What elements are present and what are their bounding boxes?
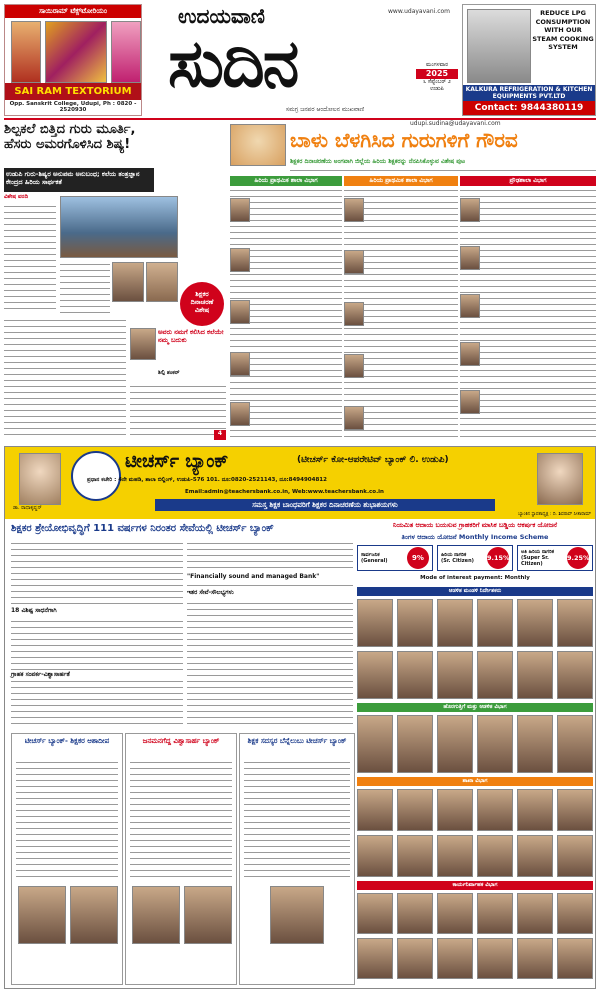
lead-body-col3 [130,384,226,436]
rate-value: 9% [407,547,429,569]
exec-photo [517,938,553,979]
teacher-photo [460,246,480,270]
bank-ad[interactable] [4,446,596,989]
tagline: ಸಮಗ್ರ ಜನಪರ ಆಂದೋಲನ ಮುಖವಾಣಿ [285,106,365,113]
director-photo [517,599,553,647]
left-ad-title: ಸಾಯಿರಾಮ್ ಟೆಕ್ಸ್‌ಟೋರಿಯಂ [5,5,141,18]
branch-photo [357,789,393,831]
director-photo [437,599,473,647]
exec-photo [557,893,593,934]
branch-photo [557,789,593,831]
bank-headline: ಶಿಕ್ಷಕರ ಶ್ರೇಯೋಭಿವೃದ್ಧಿಗೆ 111 ವರ್ಷಗಳ ನಿರಂತರ ಸೇವೆಯಲ್ಲಿ ಟೀಚರ್ಸ್ ಬ್ಯಾಂಕ್ [11,523,274,534]
staff-photo [357,715,393,773]
banner-headline: ಬಾಳು ಬೆಳಗಿಸಿದ ಗುರುಗಳಿಗೆ ಗೌರವ [290,128,518,152]
scheme-rates [357,545,593,571]
founder-portrait [537,453,583,505]
masthead-title: ಸುದಿನ [168,25,298,102]
exec-photo [357,938,393,979]
staff-photo [397,715,433,773]
quote-portrait [130,328,156,360]
lead-headline: ಶಿಲ್ಪಕಲೆ ಬಿತ್ತಿದ ಗುರು ಮೂರ್ತಿ, ಹೆಸರು ಅಮರಗೊಳಿಸಿದ ಶಿಷ್ಯ! [4,122,136,152]
place: ಉಡುಪಿ [430,86,444,92]
director-photo [357,651,393,699]
lead-byline: ವಿಶೇಷ ವರದಿ [4,194,29,200]
student-portrait [146,262,178,302]
director-photo [357,599,393,647]
bank-header [5,447,595,519]
rate-label: ಸಾರ್ವಜನಿಕ (General) [361,552,388,564]
bank-title: ಟೀಚರ್ಸ್ ಬ್ಯಾಂಕ್ [125,451,229,472]
banner-intro-lines [290,168,596,176]
right-ad-contact: Contact: 9844380119 [463,101,595,115]
subhead-18: 18 ವಿಶಿಷ್ಟ ಸಾಧನೆಗಾಗಿ [11,607,183,616]
bank-address: ಪ್ರಧಾನ ಕಚೇರಿ : 4ನೇ ಮಹಡಿ, ಶಾಲಾ ಬಿಲ್ಡಿಂಗ್, ಉಡುಪಿ-576 101. ದೂ:0820-2521143, ದೂ:8494904812 [87,477,327,483]
teacher-photo [460,390,480,414]
branch-photo [517,789,553,831]
teacher-photo [460,198,480,222]
email[interactable]: udupi.sudina@udayavani.com [410,120,501,127]
board-title-exec: ಕಾರ್ಯನಿರ್ವಾಹಕ ವಿಭಾಗ [357,881,593,890]
date-box [416,62,458,106]
scheme-note: Mode of interest payment: Monthly [420,575,530,581]
exec-photo [397,938,433,979]
scheme-subtitle: ತಿಂಗಳ ಆದಾಯ ಯೋಜನೆ Monthly Income Scheme [401,533,549,541]
teacher-photo [344,250,364,274]
rate-value: 9.25% [567,547,589,569]
website[interactable]: www.udayavani.com [388,8,451,15]
teacher-portrait [112,262,144,302]
bottom-box-2 [125,733,237,985]
teacher-photo [344,302,364,326]
bank-logo [71,451,121,501]
teacher-photo [230,300,250,324]
teacher-photo [460,342,480,366]
branch-photo [357,835,393,877]
teacher-photo [460,294,480,318]
director-photo [477,599,513,647]
director-photo [397,651,433,699]
person-photo [70,886,118,944]
continued-badge[interactable]: 4 [214,430,226,440]
section-header: ಪ್ರೌಢಶಾಲಾ ವಿಭಾಗ [460,176,596,186]
teacher-photo [230,248,250,272]
special-badge: ಶಿಕ್ಷಕರ ದಿನಾಚರಣೆ ವಿಶೇಷ [180,282,224,326]
date: ೬ ಸೆಪ್ಟೆಂಬರ್ ೨ [423,79,451,85]
rate-label: ಹಿರಿಯ ನಾಗರಿಕ (Sr. Citizen) [441,552,474,564]
branch-photo [477,835,513,877]
profiles-col-3 [460,188,596,440]
staff-grid [357,715,593,773]
scheme-title: ನಿಯಮಿತ ಆದಾಯ ಬಯಸುವ ಗ್ರಾಹಕರಿಗೆ ಮಾಸಿಕ ಬಡ್ಡಿಯ ಆಕರ್ಷಕ ಯೋಜನೆ [392,521,558,529]
teacher-photo [230,198,250,222]
teacher-photo [344,354,364,378]
weekday: ಮಂಗಳವಾರ [425,62,448,68]
staff-photo [437,715,473,773]
lead-subhead: ಉಡುಪಿ ಗುರು-ಶಿಷ್ಯರ ಅನುಪಮ ಅನುಬಂಧ; ಕಲೆಯ ತಂತ್ರಜ್ಞಾನ ಕೇಂದ್ರದ ಹಿರಿಯ ಸಾರ್ಥಕತೆ [4,168,154,192]
bottom-box-title: ಜನಮನಗೆದ್ದ ವಿಶ್ವಾಸಾರ್ಹ ಬ್ಯಾಂಕ್ [142,737,220,745]
paper-name: ಉದಯವಾಣಿ [178,4,265,28]
left-ad-address: Opp. Sanskrit College, Udupi, Ph : 0820 - 2520930 [9,101,137,113]
masthead-rule [4,118,596,120]
director-photo [557,651,593,699]
teacher-photo [230,402,250,426]
bottom-box-1 [11,733,123,985]
right-ad-company: KALKURA REFRIGERATION & KITCHEN EQUIPMENTS PVT.LTD [463,85,595,101]
exec-photo [477,893,513,934]
branch-grid [357,789,593,877]
branch-photo [517,835,553,877]
exec-photo [477,938,513,979]
branch-photo [397,835,433,877]
bank-body-col2 [187,541,353,727]
saree-model-image [11,21,41,83]
year: 2025 [416,69,458,79]
branch-photo [477,789,513,831]
rate-value: 9.15% [487,547,509,569]
left-ad[interactable] [4,4,142,116]
radhakrishnan-portrait [19,453,61,505]
director-photo [397,599,433,647]
steam-cooker-image [467,9,531,83]
board-title-directors: ಆಡಳಿತ ಮಂಡಳಿ ನಿರ್ದೇಶಕರು [357,587,593,596]
bank-body-col1 [11,541,183,727]
exec-photo [437,938,473,979]
staff-photo [557,715,593,773]
profiles-col-2 [344,188,458,440]
exec-photo [397,893,433,934]
person-photo [270,886,324,944]
bottom-box-3 [239,733,355,985]
lead-body-col1 [4,204,56,314]
rate-item [357,545,433,571]
school-building-image [60,196,178,258]
left-caption: ಡಾ. ರಾಧಾಕೃಷ್ಣನ್ [13,505,42,511]
bank-email-web[interactable]: Email:admin@teachersbank.co.in, Web:www.teachersbank.co.in [185,489,384,495]
rate-label: ಅತಿ ಹಿರಿಯ ನಾಗರಿಕ (Super Sr. Citizen) [521,549,554,567]
branch-photo [437,789,473,831]
saree-image [45,21,107,83]
bank-greeting: ಸಮಸ್ತ ಶಿಕ್ಷಕ ಬಾಂಧವರಿಗೆ ಶಿಕ್ಷಕರ ದಿನಾಚರಣೆಯ ಶುಭಾಶಯಗಳು [155,499,495,511]
person-photo [18,886,66,944]
subhead-customer: ಗ್ರಾಹಕ ಸಂಪರ್ಕ-ವಿಶ್ವಾಸಾರ್ಹತೆ [11,671,183,680]
exec-photo [437,893,473,934]
exec-photo [557,938,593,979]
person-photo [184,886,232,944]
banner-intro: ಶಿಕ್ಷಕರ ದಿನಾಚರಣೆಯ ಅಂಗವಾಗಿ ಜಿಲ್ಲೆಯ ಹಿರಿಯ ಶಿಕ್ಷಕರನ್ನು ನೆನಪಿಸಿಕೊಳ್ಳುವ ವಿಶೇಷ ಪುಟ [290,158,466,165]
quote-name: ಶಿಲ್ಪಿ ಶಂಕರ್ [158,370,180,376]
bank-quote: "Financially sound and managed Bank" [187,573,353,582]
teacher-photo [230,352,250,376]
right-caption: ಬ್ಯಾಂಕಿನ ಸ್ಥಾಪಕಾಧ್ಯಕ್ಷ : ದಿ. ಶಿವರಾವ್ ಸೀತಾರಾಮ್ [518,512,591,517]
lead-quote: ಅವರು ನಮಗೆ ಕಲಿಸಿದ ಕಲೆಯೇ ನಮ್ಮ ಬದುಕು [158,328,224,344]
left-ad-name: SAI RAM TEXTORIUM [5,83,141,100]
rate-item [437,545,513,571]
teacher-illustration [230,124,286,166]
bottom-box-title: ಟೀಚರ್ಸ್ ಬ್ಯಾಂಕ್- ಶಿಕ್ಷಕರ ಆಶಾದೀಪ [24,737,110,745]
director-grid [357,599,593,699]
exec-photo [517,893,553,934]
board-title-branch: ಶಾಖಾ ವಿಭಾಗ [357,777,593,786]
section-header: ಹಿರಿಯ ಪ್ರಾಥಮಿಕ ಶಾಲಾ ವಿಭಾಗ [344,176,458,186]
right-ad-headline: REDUCE LPG CONSUMPTION WITH OUR STEAM COOKING SYSTEM [532,9,594,51]
rate-item [517,545,593,571]
section-header: ಹಿರಿಯ ಪ್ರಾಥಮಿಕ ಶಾಲಾ ವಿಭಾಗ [230,176,342,186]
director-photo [477,651,513,699]
saree-model-image [111,21,141,83]
board-title-staff: ಹೊರಗುತ್ತಿಗೆ ಮತ್ತು ಆಡಳಿತ ವಿಭಾಗ [357,703,593,712]
lead-body-wide [4,318,126,436]
teacher-photo [344,406,364,430]
exec-grid [357,893,593,979]
subhead-facilities: ಇತರ ಸೇವೆ-ಸೌಲಭ್ಯಗಳು [187,589,353,598]
right-ad[interactable] [462,4,596,116]
person-photo [132,886,180,944]
profiles-col-1 [230,188,342,440]
director-photo [437,651,473,699]
bank-subtitle: (ಟೀಚರ್ಸ್ ಕೋ-ಆಪರೇಟಿವ್ ಬ್ಯಾಂಕ್ ಲಿ. ಉಡುಪಿ) [297,455,449,465]
branch-photo [437,835,473,877]
lead-body-col2 [60,262,110,314]
bottom-box-title: ಶಿಕ್ಷಕ ಸದಸ್ಯರ ಬೆನ್ನೆಲುಬು ಟೀಚರ್ಸ್ ಬ್ಯಾಂಕ್ [247,737,347,745]
branch-photo [557,835,593,877]
branch-photo [397,789,433,831]
staff-photo [477,715,513,773]
director-photo [557,599,593,647]
teacher-photo [344,198,364,222]
director-photo [517,651,553,699]
exec-photo [357,893,393,934]
staff-photo [517,715,553,773]
